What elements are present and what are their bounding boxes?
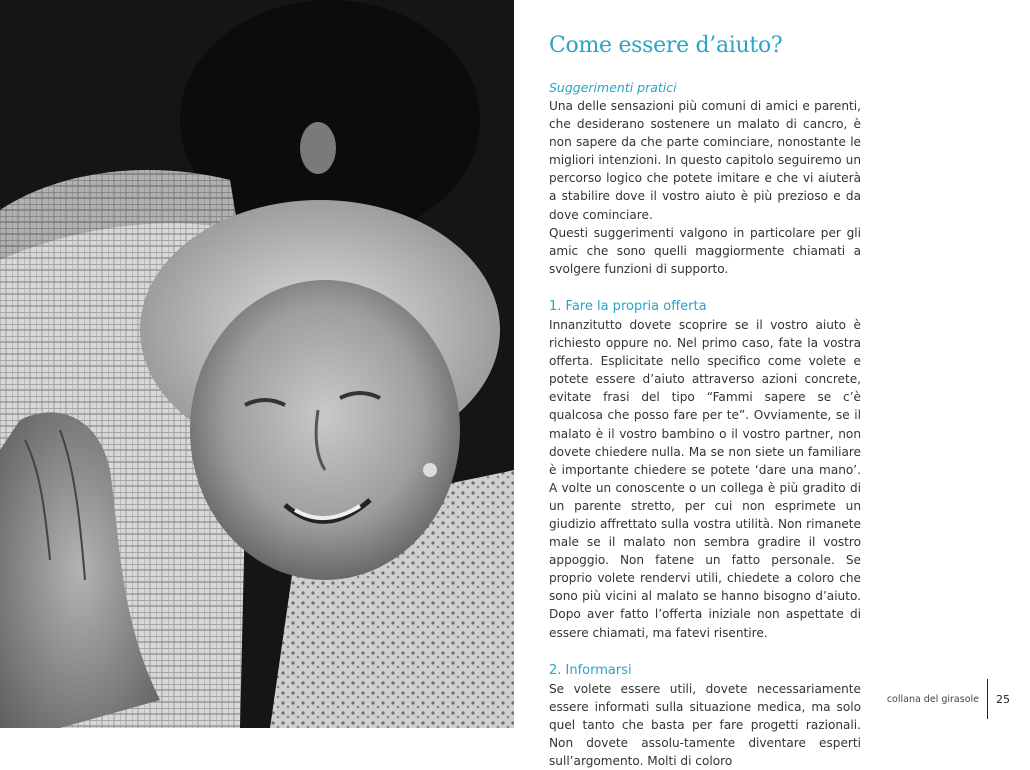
series-name: collana del girasole <box>886 693 979 705</box>
page-footer <box>887 679 1010 719</box>
article-column <box>549 30 861 770</box>
section-body-2: Se volete essere utili, dovete necessariamente essere informati sulla situazione medica, ma solo quel tanto che basta per fare progetti razionali. Non dovete assolu-tamente diventare esperti sull’argomento. Molti di coloro <box>549 681 861 768</box>
intro-paragraph-1: Una delle sensazioni più comuni di amici e parenti, che desiderano sostenere un malato di cancro, è non sapere da che parte cominciare, nonostante le migliori intenzioni. In questo capitolo seguiremo un percorso logico che potete imitare e che vi aiuterà a stabilire dove il vostro aiuto è più prezioso e da dove cominciare. <box>549 99 861 222</box>
intro-heading: Suggerimenti pratici <box>549 80 677 95</box>
intro-paragraph-2: Questi suggerimenti valgono in particolare per gli amic che sono quelli maggiormente chiamati a svolgere funzioni di supporto. <box>549 225 861 276</box>
section-heading-2: 2. Informarsi <box>549 662 632 678</box>
page-number: 25 <box>996 692 1010 706</box>
section-heading-1: 1. Fare la propria offerta <box>549 298 707 314</box>
photo-embrace <box>0 0 514 728</box>
page-title: Come essere d’aiuto? <box>549 33 783 58</box>
footer-divider <box>987 679 988 719</box>
section-body-1: Innanzitutto dovete scoprire se il vostro aiuto è richiesto oppure no. Nel primo caso, fate la vostra offerta. Esplicitate nello specifico come volete e potete essere d’aiuto attraverso azioni concrete, evitate frasi del tipo “Fammi sapere se c’è qualcosa che posso fare per te”. Ovviamente, se il malato è il vostro bambino o il vostro partner, non dovete chiedere nulla. Ma se non siete un familiare è importante chiedere se potete ‘dare una mano’. A volte un conoscente o un collega è più gradito di un parente stretto, per cui non esprimete un giudizio affrettato sulla vostra utilità. Non rimanete male se il malato non sembra gradire il vostro appoggio. Non fatene un fatto personale. Se proprio volete rendervi utili, chiedete a coloro che sono più vicini al malato se hanno bisogno d’aiuto. Dopo aver fatto l’offerta iniziale non aspettate di essere chiamati, ma fatevi risentire. <box>549 317 861 640</box>
